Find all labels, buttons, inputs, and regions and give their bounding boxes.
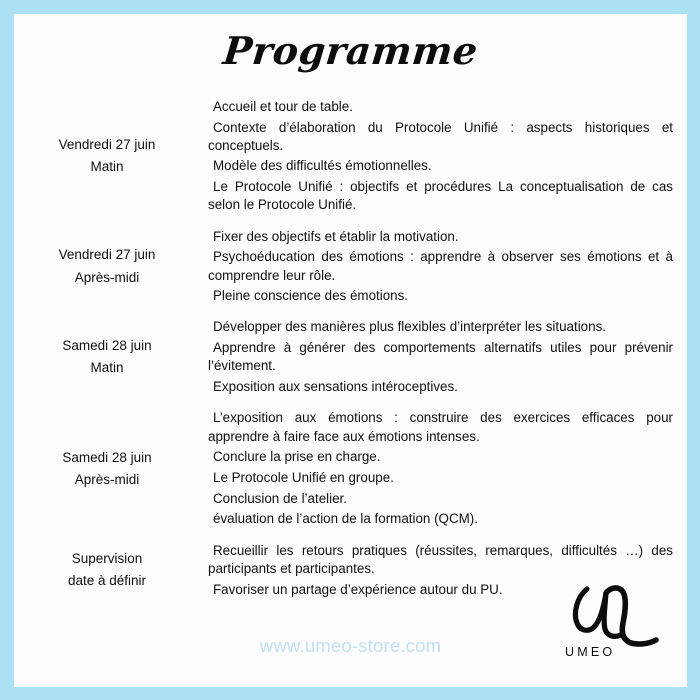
site-url[interactable]: www.umeo-store.com [259, 635, 442, 656]
list-item: Le Protocole Unifié en groupe. [213, 470, 394, 486]
table-row [14, 305, 687, 396]
page-title: Programme [221, 28, 481, 73]
list-item: Contexte d’élaboration du Protocole Unifié : aspects historiques et conceptuels. [208, 119, 673, 153]
schedule-items-cell [204, 215, 687, 306]
list-item: Pleine conscience des émotions. [213, 288, 409, 304]
list-item: Développer des manières plus flexibles d’interpréter les situations. [213, 319, 606, 335]
schedule-when-line: Supervision [71, 550, 143, 566]
umeo-wordmark: UMEO [565, 645, 616, 659]
schedule-when-cell [14, 98, 204, 215]
schedule-when-line: Vendredi 27 juin [58, 136, 156, 152]
schedule-when-line: Après-midi [74, 472, 140, 488]
list-item: L’exposition aux émotions : construire des exercices efficaces pour apprendre à faire face aux émotions intenses. [208, 410, 673, 444]
schedule-when-line: Samedi 28 juin [62, 338, 152, 354]
umeo-script-u-icon [561, 583, 665, 647]
list-item: Conclure la prise en charge. [213, 449, 381, 465]
list-item: évaluation de l’action de la formation (QCM). [213, 511, 478, 527]
table-row [14, 215, 687, 306]
schedule-when-line: Matin [90, 360, 124, 376]
schedule-body [14, 98, 687, 599]
schedule-when-line: date à définir [67, 573, 147, 589]
schedule-when-cell [14, 396, 204, 528]
list-item: Favoriser un partage d’expérience autour du PU. [213, 581, 503, 597]
list-item: Recueillir les retours pratiques (réussites, remarques, difficultés …) des participants et participantes. [208, 542, 673, 576]
list-item: Modèle des difficultés émotionnelles. [213, 158, 432, 174]
poster-sheet [14, 14, 687, 687]
schedule-when-line: Matin [90, 159, 124, 175]
list-item: Fixer des objectifs et établir la motivation. [213, 228, 459, 244]
list-item: Exposition aux sensations intéroceptives. [213, 379, 458, 395]
schedule-items-cell [204, 396, 687, 528]
schedule-when-cell [14, 215, 204, 306]
schedule-items-cell [204, 305, 687, 396]
list-item: Accueil et tour de table. [213, 98, 353, 114]
schedule-when-line: Samedi 28 juin [62, 449, 152, 465]
schedule-when-line: Vendredi 27 juin [58, 247, 156, 263]
table-row [14, 396, 687, 528]
footer [14, 581, 687, 673]
umeo-logo [561, 583, 665, 667]
list-item: Le Protocole Unifié : objectifs et procédures La conceptualisation de cas selon le Protocole Unifié. [208, 179, 673, 213]
schedule-table [14, 98, 687, 599]
table-row [14, 98, 687, 215]
schedule-when-line: Après-midi [74, 269, 140, 285]
schedule-when-cell [14, 305, 204, 396]
list-item: Psychoéducation des émotions : apprendre à observer ses émotions et à comprendre leur rôle. [208, 249, 673, 283]
schedule-items-cell [204, 98, 687, 215]
list-item: Apprendre à générer des comportements alternatifs utiles pour prévenir l’évitement. [208, 340, 673, 374]
list-item: Conclusion de l’atelier. [213, 490, 347, 506]
